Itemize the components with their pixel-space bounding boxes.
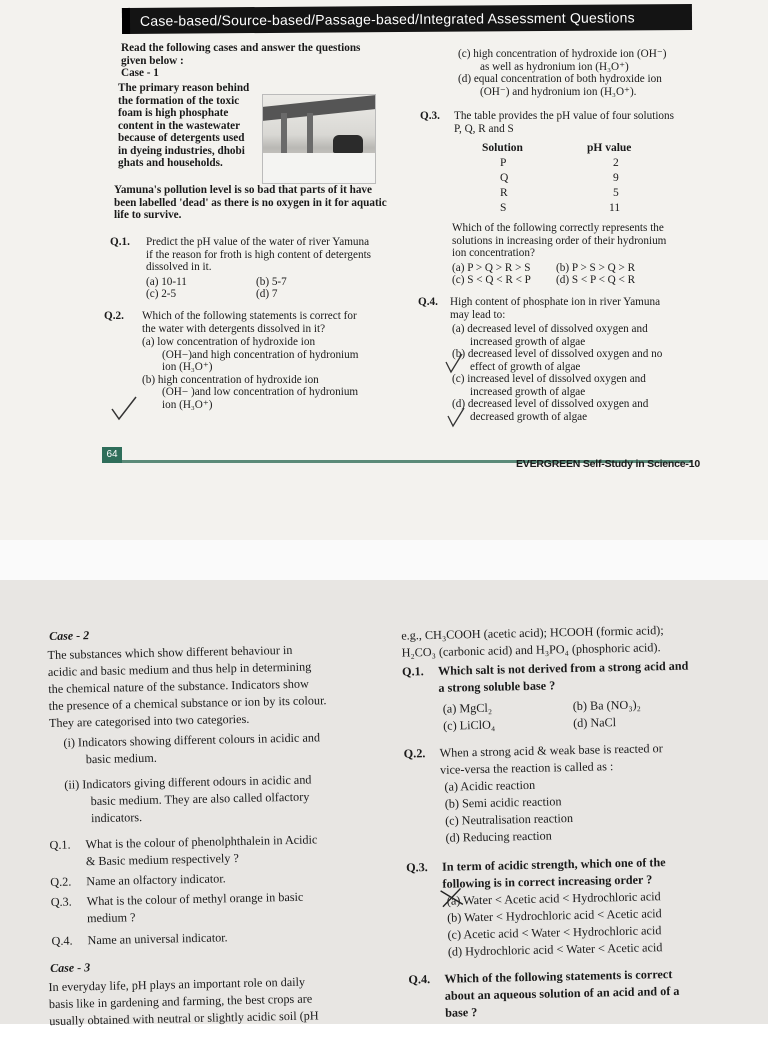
q1-option-d: (d) 7 [256, 288, 278, 300]
q1-text: if the reason for froth is high content of detergents [146, 248, 372, 261]
yamuna-foam-photo [262, 94, 376, 184]
q3-option-c: (c) S < Q < R < P [452, 274, 531, 286]
q2-option-b-cont: (OH− )and low concentration of hydronium [162, 386, 359, 398]
q4-option-a: (a) decreased level of dissolved oxygen and [452, 323, 648, 335]
c2-q4-text: Name an universal indicator. [87, 930, 228, 948]
q2-option-c-cont: as well as hydronium ion (H₃O⁺) [480, 60, 629, 73]
q2-option-b-cont: ion (H₃O⁺) [162, 398, 213, 411]
q1-number: Q.1. [110, 236, 130, 248]
q1-block [110, 236, 410, 301]
case1-line: content in the wastewater [118, 119, 241, 132]
q4-option-d: (d) decreased level of dissolved oxygen and [452, 398, 649, 410]
footer-text: EVERGREEN Self-Study in Science-10 [516, 458, 701, 470]
c2-q1-text: What is the colour of phenolphthalein in Acidic [85, 832, 318, 852]
case2-line: The substances which show different behaviour in [47, 642, 293, 663]
c2-q2-number: Q.2. [50, 874, 72, 890]
q3-question-cont [452, 222, 702, 287]
rq2-number: Q.2. [403, 746, 426, 761]
table-cell: R [500, 186, 508, 199]
q2-option-d: (d) equal concentration of both hydroxide ion [458, 73, 662, 85]
rq4-number: Q.4. [408, 972, 431, 987]
right-intro [401, 620, 742, 661]
table-cell: S [500, 201, 507, 214]
rq3-text: In term of acidic strength, which one of the [441, 855, 666, 874]
checkmark-icon [110, 395, 138, 423]
rq2-option-a: (a) Acidic reaction [444, 777, 536, 794]
q2-option-a-cont: (OH−)and high concentration of hydronium [162, 348, 359, 361]
q2-option-c: (c) high concentration of hydroxide ion (OH⁻) [458, 48, 667, 60]
q1-option-a: (a) 10-11 [146, 275, 187, 288]
q4-option-d-cont: decreased growth of algae [470, 410, 588, 423]
intro-line: given below : [121, 54, 184, 67]
table-header: pH value [587, 141, 632, 154]
c2-q1-number: Q.1. [49, 837, 71, 853]
category-ii: (ii) Indicators giving different odours in acidic and [64, 772, 312, 792]
case3-label: Case - 3 [49, 960, 91, 976]
case1-line: Yamuna's pollution level is so bad that parts of it have [114, 184, 372, 196]
right-intro-line: H₂CO₃ (carbonic acid) and H₃PO₄ (phosphoric acid). [401, 640, 661, 660]
rq3-option-d: (d) Hydrochloric acid < Water < Acetic acid [447, 940, 663, 959]
c2-q3-text: medium ? [86, 910, 136, 926]
ph-table [470, 140, 657, 215]
case1-text-cont [114, 184, 404, 222]
q3-option-b: (b) P > S > Q > R [556, 261, 636, 274]
q3-text: P, Q, R and S [454, 122, 514, 135]
case1-line: foam is high phosphate [118, 107, 229, 119]
rq1-option-d: (d) NaCl [572, 715, 617, 731]
checkmark-icon [446, 406, 466, 428]
category-i-cont: basic medium. [85, 750, 157, 767]
q4-text: may lead to: [450, 308, 506, 321]
table-header-row [470, 140, 657, 155]
checkmark-icon [444, 352, 464, 374]
rq3-text: following is in correct increasing order ? [442, 872, 653, 891]
q2-option-a-cont: ion (H₃O⁺) [162, 361, 213, 373]
rq1-option-b: (b) Ba (NO₃)₂ [572, 697, 641, 714]
rq3-option-a: (a) Water < Acetic acid < Hydrochloric acid [446, 889, 661, 908]
case1-line: because of detergents used [118, 132, 245, 144]
right-intro-line: e.g., CH₃COOH (acetic acid); HCOOH (formic acid); [401, 623, 664, 643]
table-cell: Q [500, 171, 509, 184]
case1-line: been labelled 'dead' as there is no oxygen in it for aquatic [114, 196, 387, 209]
section-banner [122, 4, 692, 34]
rq1-option-a: (a) MgCl₂ [442, 700, 493, 716]
q3-text: solutions in increasing order of their hydronium [452, 234, 667, 247]
photo-pillar [281, 113, 287, 153]
rq1-number: Q.1. [401, 664, 424, 679]
case1-line: The primary reason behind [118, 82, 250, 94]
q4-option-b-cont: effect of growth of algae [470, 360, 581, 373]
q1-option-b: (b) 5-7 [256, 275, 287, 288]
table-row [470, 155, 657, 170]
q1-text: Predict the pH value of the water of river Yamuna [146, 236, 370, 248]
q3-number: Q.3. [420, 110, 440, 122]
case2-line: acidic and basic medium and thus help in determining [47, 659, 312, 680]
table-header: Solution [482, 141, 523, 154]
c2-q3-text: What is the colour of methyl orange in basic [86, 889, 304, 909]
table-cell: P [500, 156, 507, 169]
case1-line: ghats and households. [118, 157, 223, 169]
q2-number: Q.2. [104, 310, 124, 322]
rq3-option-c: (c) Acetic acid < Water < Hydrochloric acid [447, 923, 662, 942]
table-cell: 9 [613, 171, 619, 184]
rq2-text: vice-versa the reaction is called as : [439, 759, 614, 777]
q3-block [420, 110, 710, 135]
rq1-block [402, 656, 743, 735]
rq3-option-b: (b) Water < Hydrochloric acid < Acetic acid [447, 906, 662, 925]
q3-option-d: (d) S < P < Q < R [556, 274, 636, 286]
q3-option-a: (a) P > Q > R > S [452, 261, 531, 274]
q2-option-b: (b) high concentration of hydroxide ion [142, 373, 319, 386]
rq2-option-c: (c) Neutralisation reaction [444, 811, 574, 828]
rq4-block [408, 964, 749, 1022]
case1-text [118, 82, 268, 170]
q2-text: the water with detergents dissolved in it? [142, 322, 326, 335]
q1-text: dissolved in it. [146, 261, 212, 273]
rq1-text: a strong soluble base ? [438, 678, 556, 695]
case3-text [48, 972, 399, 1030]
q1-option-c: (c) 2-5 [146, 288, 177, 300]
rq2-text: When a strong acid & weak base is reacted or [439, 741, 663, 760]
q2-option-d-cont: (OH⁻) and hydronium ion (H₃O⁺). [480, 85, 637, 98]
q3-text: Which of the following correctly represents the [452, 222, 664, 234]
case2-line: the presence of a chemical substance or ion by its colour. [48, 693, 327, 714]
photo-pillar [307, 113, 313, 153]
category-i: (i) Indicators showing different colours in acidic and [63, 730, 321, 750]
q4-option-a-cont: increased growth of algae [470, 335, 586, 348]
q2-text: Which of the following statements is correct for [142, 310, 357, 322]
table-row [470, 185, 657, 200]
rq2-block [404, 738, 746, 847]
indicator-categories [63, 728, 395, 828]
case2-label: Case - 2 [49, 628, 90, 643]
rq4-text: Which of the following statements is correct [444, 967, 673, 986]
q2-options-cd [458, 48, 708, 98]
c2-q1-text: & Basic medium respectively ? [85, 851, 240, 869]
photo-bridge [263, 95, 375, 121]
case2-questions [49, 830, 396, 950]
page-number: 64 [102, 447, 122, 463]
photo-people [333, 135, 363, 153]
c2-q4-number: Q.4. [51, 933, 73, 948]
table-cell: 5 [613, 186, 619, 199]
rq2-option-d: (d) Reducing reaction [445, 828, 552, 845]
q2-block [104, 310, 404, 411]
rq3-number: Q.3. [405, 860, 428, 875]
q4-option-c: (c) increased level of dissolved oxygen and [452, 373, 646, 385]
case2-text [47, 640, 394, 732]
page-bottom [0, 580, 768, 1029]
rq1-option-c: (c) LiClO₄ [443, 717, 496, 733]
case1-line: life to survive. [114, 209, 182, 221]
category-ii-cont: basic medium. They are also called olfactory [90, 789, 310, 809]
table-cell: 11 [609, 201, 621, 214]
rq4-text: about an aqueous solution of an acid and of a [444, 983, 680, 1003]
intro-text [121, 42, 406, 80]
q4-text: High content of phosphate ion in river Yamuna [450, 296, 661, 308]
banner-cap [122, 8, 130, 34]
table-row [470, 200, 657, 215]
q3-text: The table provides the pH value of four solutions [454, 110, 674, 122]
intro-line: Read the following cases and answer the questions [121, 42, 361, 54]
case1-line: in dyeing industries, dhobi [118, 144, 245, 157]
q3-text: ion concentration? [452, 247, 535, 259]
category-ii-cont: indicators. [90, 810, 143, 826]
rq1-text: Which salt is not derived from a strong acid and [437, 658, 689, 678]
case1-line: the formation of the toxic [118, 94, 240, 107]
q4-number: Q.4. [418, 296, 438, 308]
rq4-text: base ? [445, 1005, 478, 1020]
cross-mark-icon [437, 886, 467, 909]
table-cell: 2 [613, 156, 619, 169]
case3-line: In everyday life, pH plays an important role on daily [48, 974, 306, 995]
photo-foam [263, 153, 375, 183]
c2-q2-text: Name an olfactory indicator. [86, 871, 226, 889]
case3-line: basis like in gardening and farming, the best crops are [48, 991, 313, 1012]
case2-line: They are categorised into two categories. [48, 711, 250, 731]
case3-line: usually obtained with neutral or slightly acidic soil (pH [49, 1008, 319, 1029]
q2-option-a: (a) low concentration of hydroxide ion [142, 336, 316, 348]
q4-option-c-cont: increased growth of algae [470, 385, 586, 398]
q4-option-b: (b) decreased level of dissolved oxygen and no [452, 348, 663, 360]
rq2-option-b: (b) Semi acidic reaction [444, 794, 562, 811]
case2-line: the chemical nature of the substance. Indicators show [48, 676, 309, 697]
case1-label: Case - 1 [121, 67, 159, 79]
c2-q3-number: Q.3. [50, 894, 72, 910]
table-row [470, 170, 657, 185]
banner-title: Case-based/Source-based/Passage-based/Integrated Assessment Questions [139, 9, 635, 29]
